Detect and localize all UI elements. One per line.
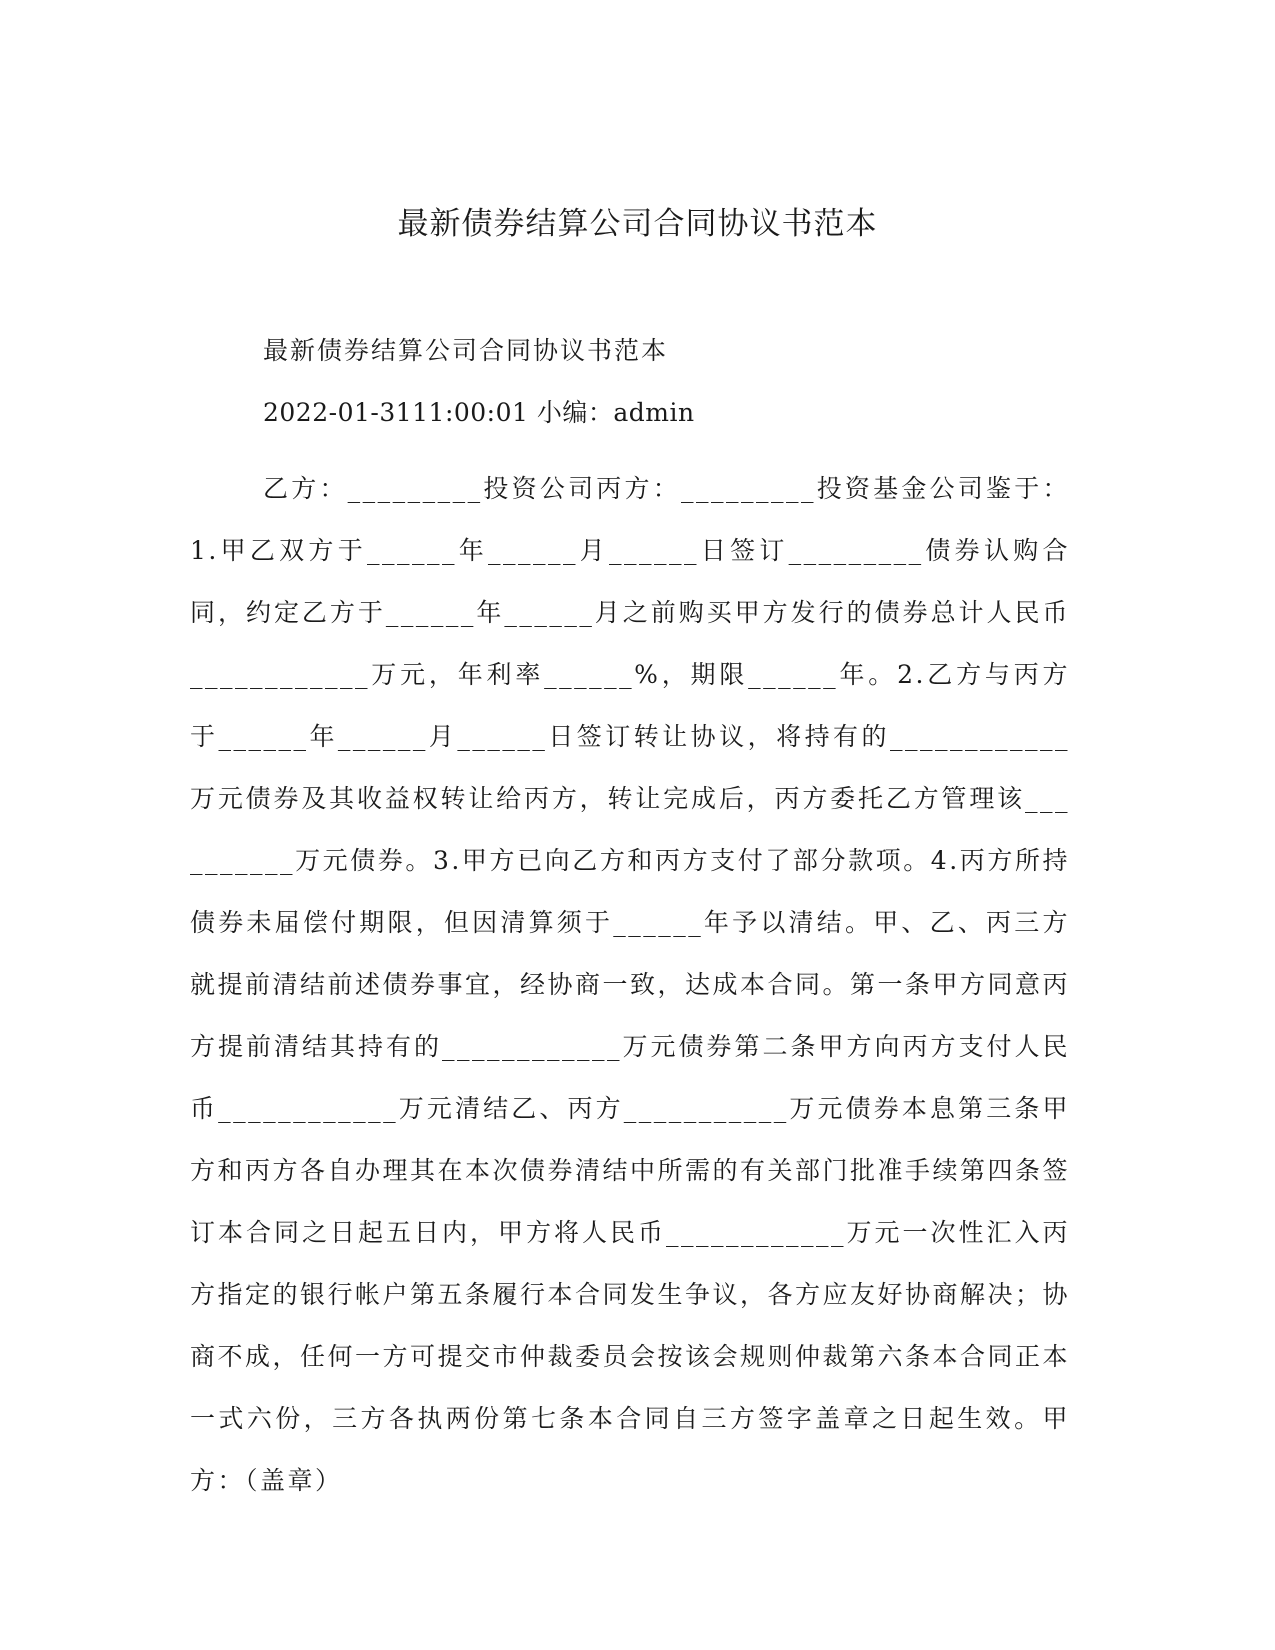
document-subtitle: 最新债券结算公司合同协议书范本 [263,336,669,365]
contract-body: 乙方：_________投资公司丙方：_________投资基金公司鉴于：1.甲乙双方于______年______月______日签订_________债券认购合同，约定乙方于______年______月之前购买甲方发行的债券总计人民币____________万元，年利率______%，期限______年。2.乙方与丙方于______年______月______日签订转让协议，将持有的____________万元债券及其收益权转让给丙方，转让完成后，丙方委托乙方管理该__________万元债券。3.甲方已向乙方和丙方支付了部分款项。4.丙方所持债券未届偿付期限，但因清算须于______年予以清结。甲、乙、丙三方就提前清结前述债券事宜，经协商一致，达成本合同。第一条甲方同意丙方提前清结其持有的____________万元债券第二条甲方向丙方支付人民币____________万元清结乙、丙方___________万元债券本息第三条甲方和丙方各自办理其在本次债券清结中所需的有关部门批准手续第四条签订本合同之日起五日内，甲方将人民币____________万元一次性汇入丙方指定的银行帐户第五条履行本合同发生争议，各方应友好协商解决；协商不成，任何一方可提交市仲裁委员会按该会规则仲裁第六条本合同正本一式六份，三方各执两份第七条本合同自三方签字盖章之日起生效。甲方：（盖章） [190,474,1071,1495]
date-author-line: 2022-01-3111:00:01 小编：admin [263,398,695,427]
page-title: 最新债券结算公司合同协议书范本 [397,206,878,242]
